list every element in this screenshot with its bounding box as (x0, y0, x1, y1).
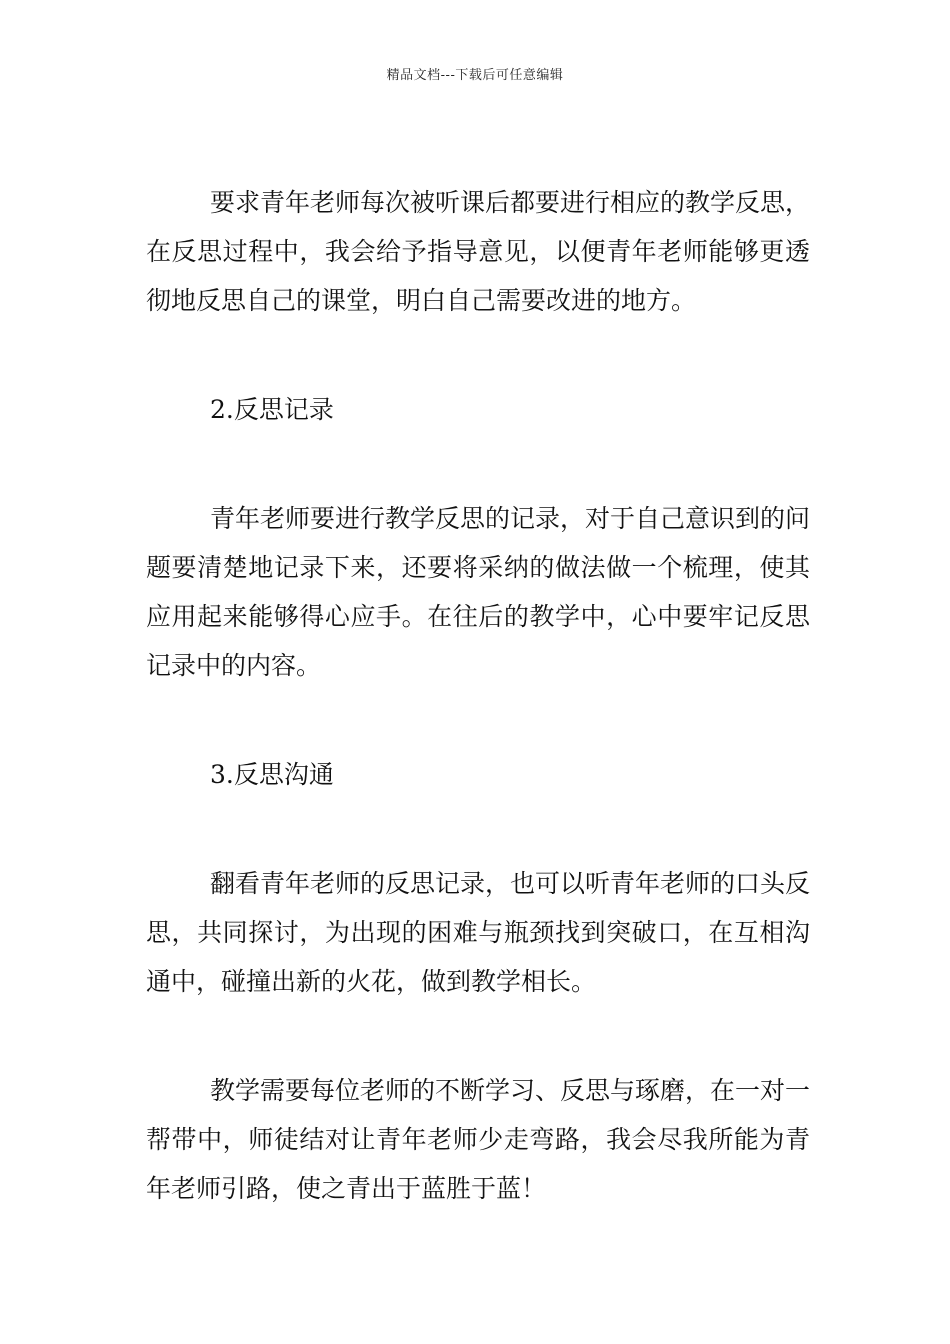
page-header: 精品文档---下载后可任意编辑 (386, 68, 564, 83)
paragraph-reflection-guidance: 要求青年老师每次被听课后都要进行相应的教学反思，在反思过程中，我会给予指导意见，以便青年老师能够更透彻地反思自己的课堂，明白自己需要改进的地方。 (146, 188, 811, 315)
section-heading-reflection-record: 2.反思记录 (210, 395, 334, 424)
document-body (146, 178, 810, 1273)
paragraph-conclusion: 教学需要每位老师的不断学习、反思与琢磨，在一对一帮带中，师徒结对让青年老师少走弯路，我会尽我所能为青年老师引路，使之青出于蓝胜于蓝！ (146, 1076, 811, 1203)
paragraph-reflection-communication: 翻看青年老师的反思记录，也可以听青年老师的口头反思，共同探讨，为出现的困难与瓶颈找到突破口，在互相沟通中，碰撞出新的火花，做到教学相长。 (146, 869, 811, 996)
paragraph-reflection-record: 青年老师要进行教学反思的记录，对于自己意识到的问题要清楚地记录下来，还要将采纳的做法做一个梳理，使其应用起来能够得心应手。在往后的教学中，心中要牢记反思记录中的内容。 (146, 504, 811, 680)
section-heading-reflection-communication: 3.反思沟通 (210, 760, 334, 789)
